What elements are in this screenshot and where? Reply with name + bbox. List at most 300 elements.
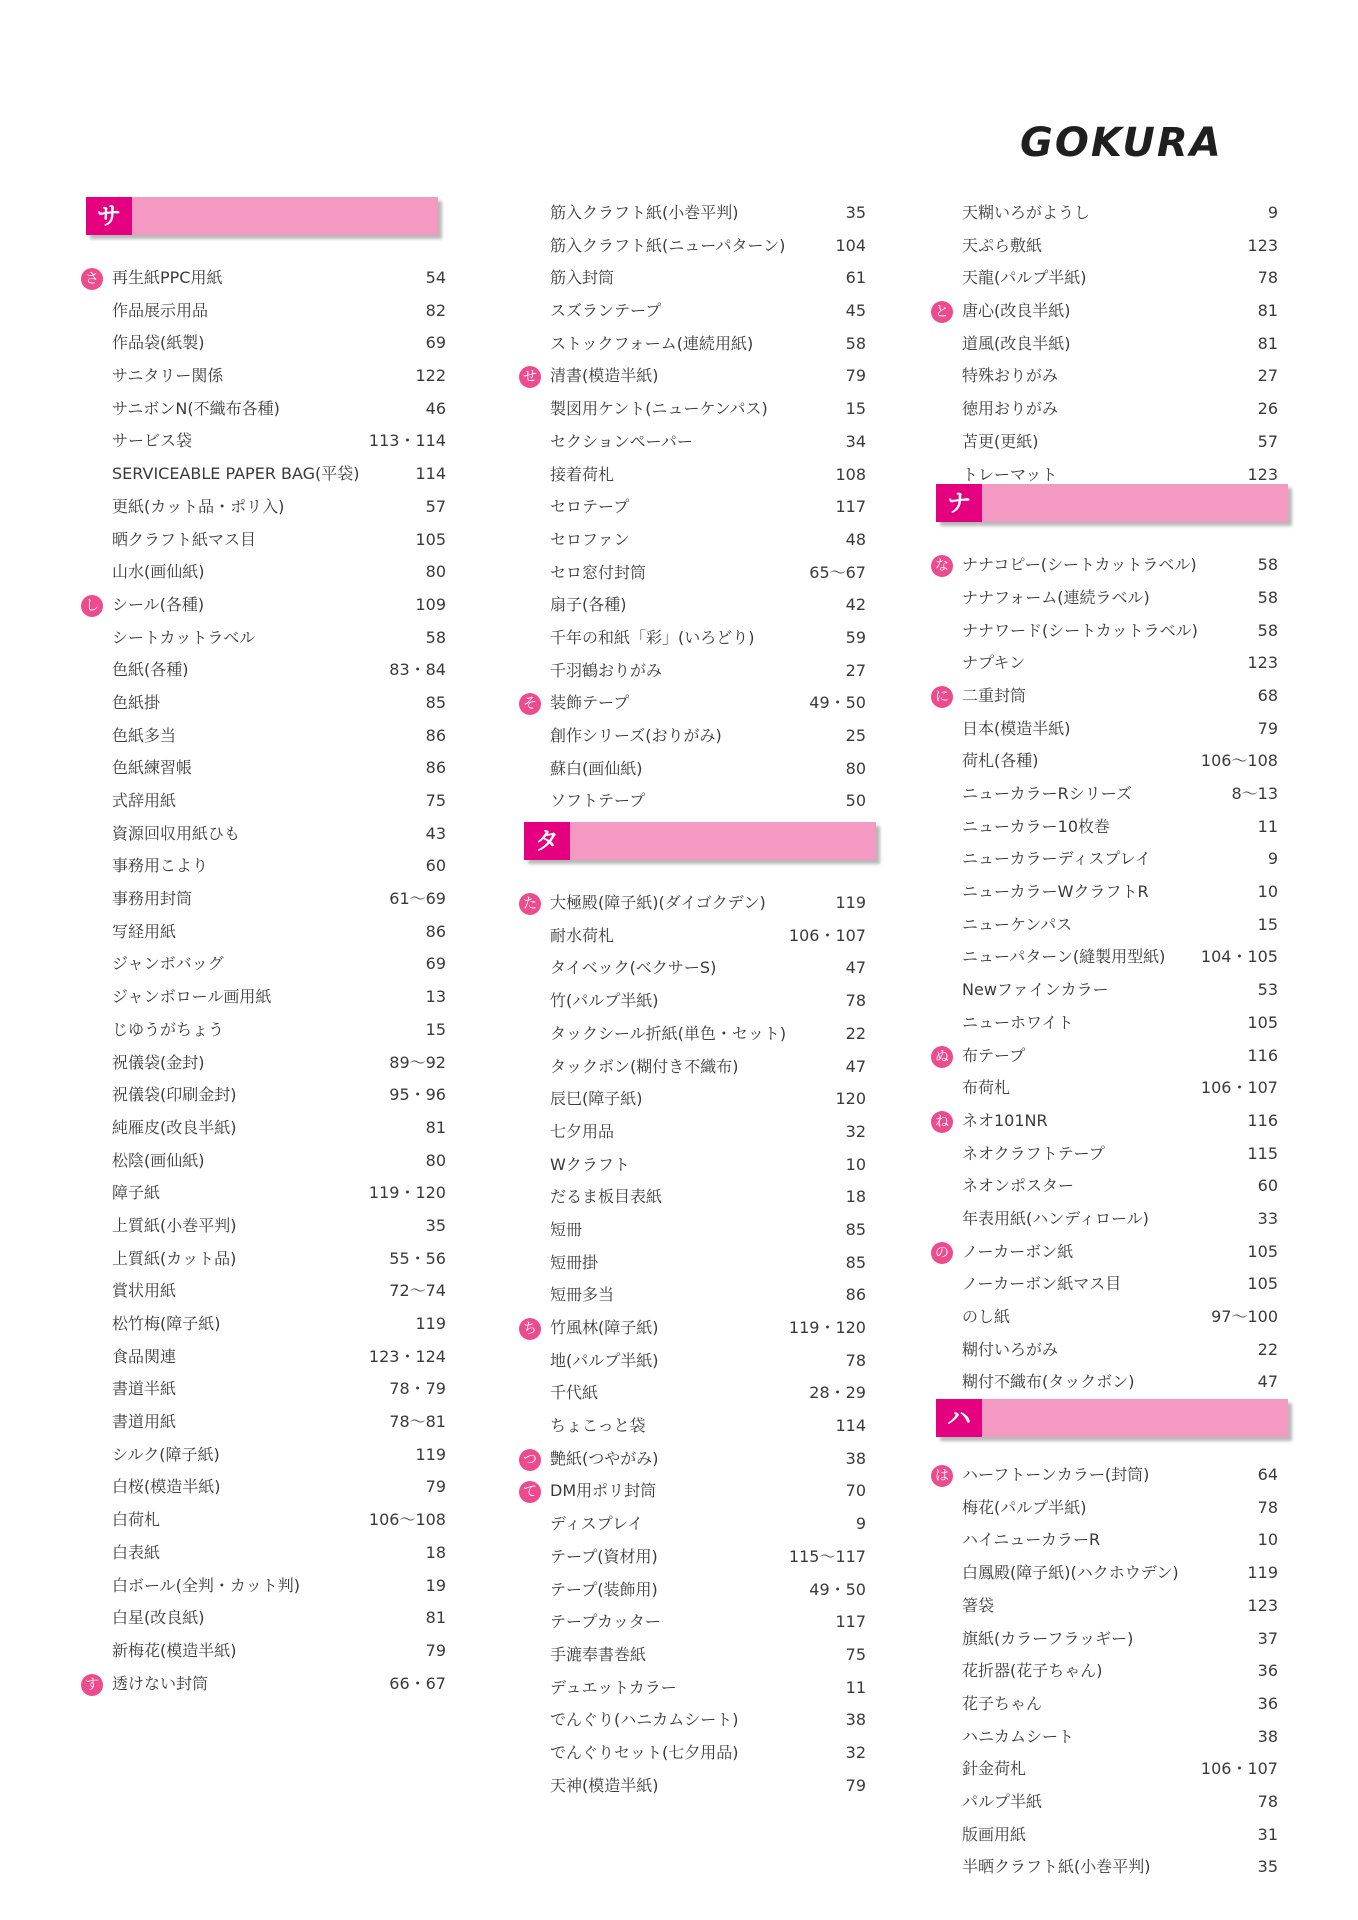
entry-name: だるま板目表紙 [550,1187,663,1207]
index-entry [514,985,866,1018]
entry-name: 旗紙(カラーフラッギー) [962,1628,1134,1648]
entry-page: 47 [845,958,866,978]
index-entry [514,687,866,720]
entry-name: ネオクラフトテープ [962,1143,1105,1163]
index-entry [76,524,446,557]
entry-name: ノーカーボン紙マス目 [962,1274,1122,1294]
entry-name: 梅花(パルプ半紙) [962,1497,1087,1517]
section-header-na [926,484,1278,549]
entry-page: 55・56 [389,1248,446,1268]
index-entry [76,1341,446,1374]
entry-page: 108 [835,464,866,484]
index-entry [926,360,1278,393]
entry-name: ニューカラーディスプレイ [962,849,1151,869]
entry-name: ナナフォーム(連続ラベル) [962,587,1150,607]
index-entry [514,295,866,328]
entry-name: ニューカラーRシリーズ [962,784,1132,803]
entry-page: 38 [845,1448,866,1468]
entry-name: 白星(改良紙) [112,1608,205,1628]
section-band [936,484,1288,522]
entry-name: ソフトテープ [550,791,646,811]
entry-name: ジャンボバッグ [112,954,224,974]
entry-page: 57 [425,496,446,516]
entry-name: パルプ半紙 [962,1791,1043,1811]
entry-name: ネオンポスター [962,1176,1075,1196]
entry-page: 119 [415,1314,446,1333]
entry-name: 徳用おりがみ [962,399,1059,419]
entry-page: 117 [835,1612,866,1632]
index-entry [514,1247,866,1280]
index-column-2 [514,197,866,1802]
entry-name: 手漉奉書巻紙 [550,1644,647,1664]
index-entry [76,654,446,687]
index-entry [514,1508,866,1541]
entry-page: 119 [415,1444,446,1464]
entry-name: 賞状用紙 [112,1281,177,1301]
index-entry [514,1410,866,1443]
entry-name: 接着荷札 [550,464,615,484]
index-entry [76,1210,446,1243]
index-entry [514,1377,866,1410]
entry-page: 9 [1267,203,1278,222]
kana-marker: の [931,1242,953,1264]
index-entry [926,1236,1278,1269]
entry-name: 色紙(各種) [112,660,189,680]
section-kana: サ [86,197,132,235]
index-entry [76,1668,446,1701]
index-entry [926,1040,1278,1073]
kana-marker: ち [519,1318,541,1340]
index-entry [514,230,866,263]
entry-name: テープ(資材用) [550,1546,658,1566]
index-entry [514,426,866,459]
entry-page: 38 [845,1710,866,1730]
entry-name: 蘇白(画仙紙) [550,758,643,778]
index-entry [76,981,446,1014]
entry-name: タックボン(糊付き不織布) [550,1056,739,1076]
entry-name: 短冊掛 [550,1252,599,1272]
entry-page: 78 [1257,1497,1278,1517]
index-entry [76,262,446,295]
index-entry [514,1606,866,1639]
entry-page: 123 [1247,1595,1278,1615]
index-entry [926,328,1278,361]
index-entry [514,1181,866,1214]
index-entry [76,327,446,360]
entry-name: トレーマット [962,464,1058,484]
entry-name: セクションペーパー [550,431,693,451]
entry-page: 10 [845,1154,866,1174]
entry-name: 天ぷら敷紙 [962,235,1043,255]
index-entry [926,647,1278,680]
entry-page: 123 [1247,235,1278,255]
index-column-3 [926,197,1278,1884]
index-entry [926,1301,1278,1334]
entry-page: 72〜74 [389,1281,446,1301]
index-entry [926,713,1278,746]
index-entry [76,556,446,589]
entry-name: セロファン [550,529,630,549]
entry-page: 80 [425,562,446,582]
entry-page: 59 [845,627,866,647]
index-entry [926,876,1278,909]
entry-page: 79 [425,1477,446,1497]
entry-name: セロ窓付封筒 [550,562,647,582]
index-entry [926,778,1278,811]
index-entry [926,1590,1278,1623]
entry-name: ディスプレイ [550,1514,644,1534]
entry-page: 119・120 [788,1318,866,1337]
entry-page: 48 [845,529,866,549]
entry-name: 筋入クラフト紙(小巻平判) [550,203,739,222]
entry-page: 50 [845,791,866,811]
index-entry [926,1170,1278,1203]
index-entry [926,1786,1278,1819]
entry-name: 色紙掛 [112,692,161,712]
entry-page: 97〜100 [1211,1307,1278,1326]
index-entry [926,1524,1278,1557]
entry-page: 106・107 [788,925,866,945]
entry-page: 105 [1247,1274,1278,1294]
index-entry [926,582,1278,615]
entry-name: 千羽鶴おりがみ [550,660,663,680]
entry-page: 36 [1257,1661,1278,1681]
entry-page: 119・120 [368,1183,446,1203]
index-entry [76,1275,446,1308]
entry-name: 筋入封筒 [550,268,615,288]
entry-name: ハイニューカラーR [962,1530,1101,1550]
index-entry [514,1574,866,1607]
entry-page: 47 [1257,1372,1278,1392]
entry-page: 61 [845,268,866,288]
index-entry [926,843,1278,876]
index-entry [926,1688,1278,1721]
entry-name: 半晒クラフト紙(小巻平判) [962,1857,1151,1877]
index-entry [514,1116,866,1149]
entry-name: セロテープ [550,497,630,517]
entry-page: 78〜81 [389,1412,446,1432]
index-entry [514,557,866,590]
entry-name: 更紙(カット品・ポリ入) [112,496,285,516]
entry-page: 69 [425,333,446,353]
kana-marker: な [931,555,953,577]
kana-marker: つ [519,1449,541,1471]
entry-name: ハーフトーンカラー(封筒) [962,1465,1150,1485]
entry-name: デュエットカラー [550,1677,677,1697]
index-entry [76,1145,446,1178]
section-band [524,822,876,860]
entry-page: 37 [1257,1628,1278,1648]
index-entry [926,230,1278,263]
section-header-sa [76,197,446,262]
entry-page: 31 [1257,1824,1278,1844]
kana-marker: さ [81,268,103,290]
entry-name: 白表紙 [112,1542,161,1562]
entry-page: 119 [1247,1563,1278,1583]
entry-page: 32 [845,1742,866,1762]
index-entry [514,1443,866,1476]
index-entry [926,1557,1278,1590]
entry-name: 糊付いろがみ [962,1339,1059,1359]
index-entry [514,1018,866,1051]
kana-marker: ぬ [931,1046,953,1068]
entry-name: 艶紙(つやがみ) [550,1448,659,1468]
index-list [926,549,1278,1399]
entry-page: 58 [1257,620,1278,640]
entry-page: 105 [1247,1012,1278,1032]
index-entry [926,1819,1278,1852]
entry-page: 75 [425,791,446,810]
index-entry [926,197,1278,230]
index-entry [514,622,866,655]
entry-name: 松陰(画仙紙) [112,1150,205,1170]
entry-name: 製図用ケント(ニューケンパス) [550,399,768,419]
index-entry [76,1243,446,1276]
entry-page: 78 [1257,268,1278,288]
entry-name: 食品関連 [112,1346,177,1366]
entry-page: 35 [425,1215,446,1235]
index-entry [926,1753,1278,1786]
entry-name: 針金荷札 [962,1759,1027,1779]
entry-page: 119 [835,893,866,913]
entry-page: 113・114 [368,431,446,451]
index-entry [926,1623,1278,1656]
entry-page: 105 [1247,1241,1278,1261]
index-entry [514,1737,866,1770]
entry-page: 15 [425,1019,446,1039]
entry-page: 81 [1257,333,1278,353]
entry-page: 19 [425,1575,446,1595]
entry-name: 花子ちゃん [962,1693,1043,1713]
index-entry [926,1721,1278,1754]
index-entry [514,1051,866,1084]
entry-page: 120 [835,1089,866,1109]
index-entry [76,687,446,720]
entry-name: 千年の和紙「彩」(いろどり) [550,627,755,647]
index-entry [514,1345,866,1378]
entry-page: 58 [1257,587,1278,607]
index-entry [926,1268,1278,1301]
entry-page: 115 [1247,1143,1278,1163]
entry-name: ニューカラーWクラフトR [962,882,1149,902]
index-entry [514,1672,866,1705]
entry-name: 白鳳殿(障子紙)(ハクホウデン) [962,1563,1179,1583]
entry-page: 8〜13 [1231,784,1278,803]
index-entry [926,1655,1278,1688]
entry-page: 60 [1257,1176,1278,1196]
index-entry [926,745,1278,778]
kana-marker: は [931,1465,953,1487]
index-entry [76,1079,446,1112]
index-entry [514,1279,866,1312]
index-entry [76,850,446,883]
entry-page: 18 [845,1187,866,1207]
entry-name: 色紙多当 [112,725,177,745]
index-entry [76,720,446,753]
entry-page: 70 [845,1481,866,1501]
entry-page: 106〜108 [1200,751,1278,771]
entry-name: 作品展示用品 [112,300,209,320]
index-entry [76,752,446,785]
entry-name: 色紙練習帳 [112,758,193,778]
entry-page: 64 [1257,1465,1278,1485]
entry-name: ジャンボロール画用紙 [112,987,272,1007]
entry-page: 68 [1257,685,1278,705]
index-entry [76,1439,446,1472]
entry-name: 日本(模造半紙) [962,718,1071,738]
entry-name: 事務用封筒 [112,889,193,909]
index-entry [514,1704,866,1737]
entry-page: 79 [845,1775,866,1795]
entry-name: 短冊多当 [550,1285,615,1305]
brand-logo: GOKURA [1020,120,1223,166]
entry-page: 54 [425,268,446,287]
index-column-1 [76,197,446,1700]
entry-name: 上質紙(カット品) [112,1248,237,1268]
entry-name: 地(パルプ半紙) [550,1350,659,1370]
entry-name: 白桜(模造半紙) [112,1477,221,1497]
index-entry [76,1308,446,1341]
index-entry [926,941,1278,974]
entry-page: 58 [845,333,866,353]
entry-page: 22 [845,1023,866,1043]
entry-page: 104・105 [1200,947,1278,967]
entry-page: 18 [425,1542,446,1562]
entry-name: 晒クラフト紙マス目 [112,529,257,549]
entry-page: 114 [835,1416,866,1436]
index-entry [514,785,866,818]
kana-marker: せ [519,366,541,388]
entry-page: 65〜67 [809,562,866,582]
index-entry [514,753,866,786]
index-entry [926,1138,1278,1171]
entry-page: 89〜92 [389,1052,446,1072]
entry-page: 58 [1257,555,1278,575]
section-kana: ハ [936,1399,982,1437]
entry-name: ちょこっと袋 [550,1416,646,1436]
entry-name: 清書(模造半紙) [550,366,659,386]
entry-page: 78 [845,991,866,1011]
entry-page: 25 [845,726,866,745]
kana-marker: た [519,893,541,915]
entry-page: 53 [1257,980,1278,1000]
entry-page: 80 [425,1150,446,1170]
index-entry [76,491,446,524]
entry-name: サニボンN(不織布各種) [112,398,280,418]
index-entry [926,295,1278,328]
entry-page: 43 [425,823,446,843]
kana-marker: す [81,1674,103,1696]
entry-name: でんぐりセット(七夕用品) [550,1742,739,1762]
section-kana: ナ [936,484,982,522]
index-entry [514,720,866,753]
entry-name: 事務用こより [112,856,209,876]
entry-page: 78 [845,1350,866,1370]
index-list [926,197,1278,491]
index-entry [926,262,1278,295]
entry-page: 61〜69 [389,889,446,909]
entry-name: 年表用紙(ハンディロール) [962,1208,1149,1228]
index-entry [926,1007,1278,1040]
entry-page: 86 [845,1285,866,1305]
entry-page: 85 [425,692,446,712]
kana-marker: そ [519,693,541,715]
entry-page: 95・96 [389,1085,446,1105]
entry-name: 特殊おりがみ [962,366,1059,386]
entry-name: 箸袋 [962,1595,995,1615]
entry-page: 22 [1257,1339,1278,1359]
entry-page: 105 [415,529,446,549]
entry-page: 9 [855,1514,866,1534]
entry-name: 布荷札 [962,1078,1011,1098]
entry-page: 83・84 [389,660,446,680]
entry-name: ナナコピー(シートカットラベル) [962,555,1197,575]
index-list [76,262,446,1700]
kana-marker: と [931,301,953,323]
entry-name: 純雁皮(改良半紙) [112,1117,237,1137]
entry-page: 117 [835,497,866,517]
entry-page: 28・29 [809,1383,866,1403]
entry-name: 大極殿(障子紙)(ダイゴクデン) [550,893,766,913]
kana-marker: し [81,595,103,617]
entry-page: 42 [845,595,866,615]
entry-name: 荷札(各種) [962,751,1039,771]
index-entry [514,655,866,688]
index-entry [514,952,866,985]
entry-name: 唐心(改良半紙) [962,301,1071,321]
index-entry [514,1639,866,1672]
index-entry [76,360,446,393]
index-entry [926,1366,1278,1399]
index-entry [76,883,446,916]
entry-name: 千代紙 [550,1383,599,1403]
entry-page: 81 [1257,301,1278,321]
section-header-ha [926,1399,1278,1459]
entry-name: シルク(障子紙) [112,1444,220,1464]
index-entry [926,426,1278,459]
index-entry [926,1492,1278,1525]
index-entry [514,262,866,295]
entry-page: 36 [1257,1693,1278,1713]
entry-page: 27 [1257,366,1278,386]
entry-name: 短冊 [550,1219,583,1239]
index-entry [514,491,866,524]
entry-name: ハニカムシート [962,1726,1075,1746]
entry-name: シール(各種) [112,594,205,614]
entry-page: 86 [425,725,446,745]
index-entry [514,197,866,230]
entry-page: 123 [1247,653,1278,673]
entry-name: テープカッター [550,1612,661,1632]
entry-page: 27 [845,660,866,680]
entry-name: 白荷札 [112,1510,161,1530]
entry-name: 天糊いろがようし [962,203,1091,222]
index-entry [926,811,1278,844]
index-entry [514,1541,866,1574]
entry-page: 104 [835,235,866,255]
index-entry [926,615,1278,648]
entry-page: 49・50 [809,693,866,713]
entry-page: 79 [425,1640,446,1660]
entry-name: DM用ポリ封筒 [550,1481,657,1501]
index-entry [514,887,866,920]
entry-name: 写経用紙 [112,921,177,941]
entry-name: 書道半紙 [112,1379,177,1399]
entry-name: 版画用紙 [962,1824,1027,1844]
index-entry [926,1072,1278,1105]
index-entry [76,589,446,622]
entry-name: Wクラフト [550,1154,630,1174]
